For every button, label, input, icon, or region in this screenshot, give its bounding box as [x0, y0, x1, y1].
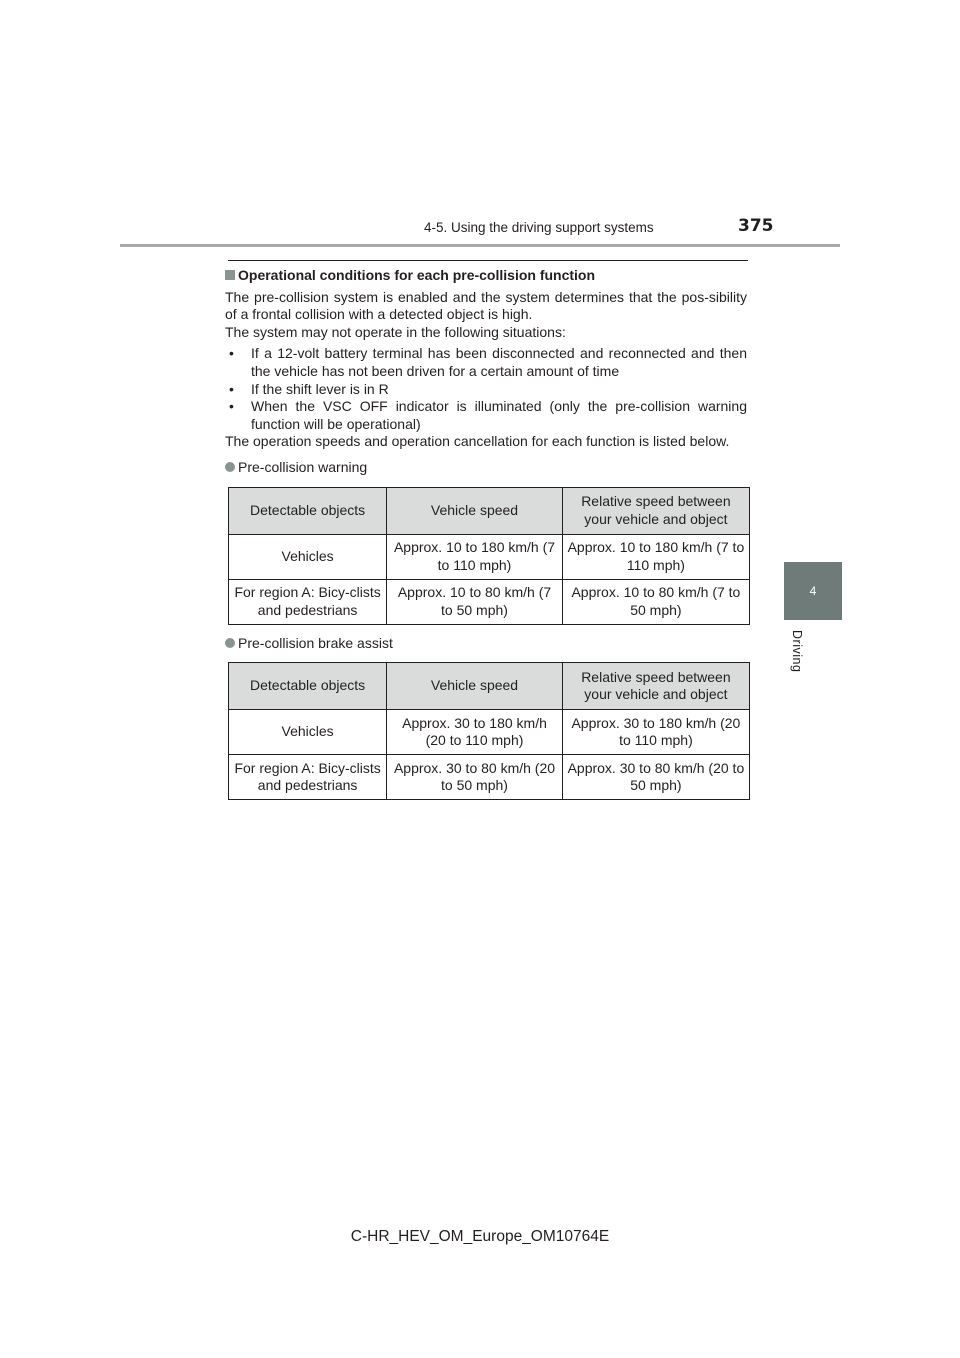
table-cell: For region A: Bicy-clists and pedestrians — [229, 755, 387, 800]
section-title — [225, 267, 747, 285]
header-cell: Detectable objects — [229, 487, 387, 534]
chapter-label: Driving — [790, 630, 804, 673]
table-cell: Approx. 10 to 180 km/h (7 to 110 mph) — [387, 534, 563, 579]
header-cell: Relative speed between your vehicle and object — [562, 487, 749, 534]
table-cell: Vehicles — [229, 534, 387, 579]
page-number: 375 — [738, 216, 774, 236]
operation-speeds-paragraph: The operation speeds and operation cancellation for each function is listed below. — [225, 433, 730, 450]
bullet-dot-icon: • — [229, 398, 234, 415]
brake-assist-heading — [225, 635, 747, 653]
circle-bullet-icon — [225, 638, 235, 648]
table-cell: Approx. 30 to 180 km/h (20 to 110 mph) — [387, 710, 563, 755]
bullet-dot-icon: • — [229, 345, 234, 362]
table-row — [229, 710, 750, 755]
brake-assist-heading-text: Pre-collision brake assist — [238, 634, 393, 651]
table-cell: Approx. 30 to 80 km/h (20 to 50 mph) — [562, 755, 749, 800]
table-header-row — [229, 663, 750, 710]
warning-speed-table — [228, 487, 750, 625]
header-cell: Detectable objects — [229, 663, 387, 710]
bullet-dot-icon: • — [229, 380, 234, 397]
header-divider — [120, 244, 840, 247]
table-row — [229, 579, 750, 624]
warning-heading — [225, 459, 747, 477]
chapter-number: 4 — [809, 584, 817, 598]
header-cell: Vehicle speed — [387, 663, 563, 710]
running-header: 4-5. Using the driving support systems — [424, 220, 654, 235]
section-divider — [228, 260, 748, 261]
situations-list — [225, 345, 747, 433]
main-content — [225, 267, 747, 800]
table-cell: Approx. 30 to 80 km/h (20 to 50 mph) — [387, 755, 563, 800]
header-cell: Relative speed between your vehicle and object — [562, 663, 749, 710]
list-item-text: If the shift lever is in R — [251, 380, 389, 397]
table-row — [229, 534, 750, 579]
section-title-text: Operational conditions for each pre-collision function — [238, 267, 596, 283]
brake-assist-speed-table — [228, 662, 750, 800]
circle-bullet-icon — [225, 462, 235, 472]
table-cell: Approx. 10 to 180 km/h (7 to 110 mph) — [562, 534, 749, 579]
table-cell: Approx. 10 to 80 km/h (7 to 50 mph) — [387, 579, 563, 624]
table-cell: Vehicles — [229, 710, 387, 755]
table-row — [229, 755, 750, 800]
warning-heading-text: Pre-collision warning — [238, 458, 368, 475]
list-item-text: If a 12-volt battery terminal has been disconnected and reconnected and then the vehicle has not been driven for a certain amount of time — [251, 345, 747, 379]
chapter-tab — [784, 562, 842, 620]
square-bullet-icon — [225, 270, 235, 280]
table-header-row — [229, 487, 750, 534]
list-item — [225, 398, 747, 433]
list-item — [225, 381, 747, 399]
table-cell: Approx. 30 to 180 km/h (20 to 110 mph) — [562, 710, 749, 755]
intro-paragraph: The pre-collision system is enabled and the system determines that the pos-sibility of a frontal collision with a detected object is high. — [225, 288, 747, 323]
list-item-text: When the VSC OFF indicator is illuminated (only the pre-collision warning function will be operational) — [251, 398, 747, 432]
list-item — [225, 345, 747, 380]
table-cell: For region A: Bicy-clists and pedestrians — [229, 579, 387, 624]
document-id-footer: C-HR_HEV_OM_Europe_OM10764E — [350, 1228, 610, 1245]
header-cell: Vehicle speed — [387, 487, 563, 534]
table-cell: Approx. 10 to 80 km/h (7 to 50 mph) — [562, 579, 749, 624]
situations-intro: The system may not operate in the following situations: — [225, 323, 566, 340]
